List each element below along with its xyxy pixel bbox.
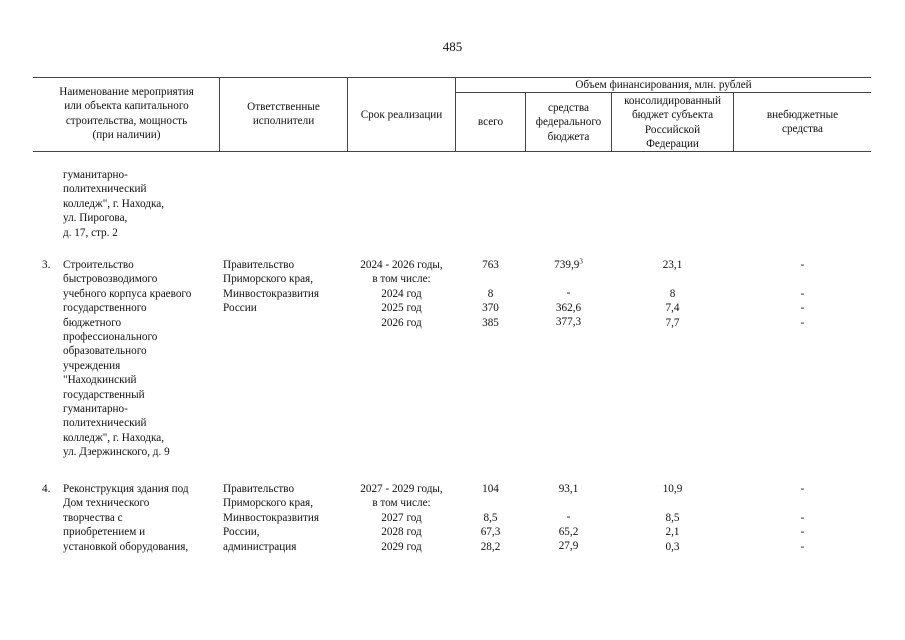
header-federal: средства федерального бюджета — [535, 102, 602, 143]
row-extrabudget: - - - - — [800, 483, 805, 553]
row-term: 2024 - 2026 годы, в том числе: 2024 год 2025 год 2026 год — [360, 259, 443, 329]
header-responsible: Ответственные исполнители — [247, 101, 320, 128]
header-financing-group: Объем финансирования, млн. рублей — [575, 79, 752, 91]
row-term: 2027 - 2029 годы, в том числе: 2027 год 2028 год 2029 год — [360, 483, 443, 553]
row-extrabudget: - - - - — [800, 259, 805, 329]
header-bottom-rule — [33, 151, 871, 152]
row-number: 3. — [42, 259, 51, 271]
page-number: 485 — [442, 39, 463, 54]
footnote-mark: 3 — [579, 257, 583, 266]
row-regional: 10,9 8,5 2,1 0,3 — [662, 483, 683, 553]
row-federal-years: - 65,2 27,9 — [558, 511, 579, 553]
row-total: 104 8,5 67,3 28,2 — [480, 483, 501, 553]
row-federal — [526, 258, 611, 272]
row-federal-years: - 362,6 377,3 — [555, 287, 582, 329]
row-federal-value: 93,1 — [558, 483, 579, 495]
row-federal-value: 739,9 — [554, 259, 580, 271]
row-regional: 23,1 8 7,4 7,7 — [662, 259, 683, 329]
header-regional: консолидированный бюджет субъекта Российской Федерации — [624, 95, 721, 151]
row-name: Реконструкция здания под Дом технического творчества с приобретением и установкой оборудования, — [63, 483, 189, 553]
header-name: Наименование мероприятия или объекта капитального строительства, мощность (при наличии) — [59, 86, 194, 142]
header-total: всего — [477, 116, 504, 128]
header-extrabudget: внебюджетные средства — [766, 109, 839, 136]
row-federal — [526, 482, 611, 496]
header-term: Срок реализации — [360, 109, 443, 121]
row-number: 4. — [42, 483, 51, 495]
row-total: 763 8 370 385 — [482, 259, 499, 329]
continuation-name: гуманитарно- политехнический колледж", г. Находка, ул. Пирогова, д. 17, стр. 2 — [63, 169, 165, 239]
row-responsible: Правительство Приморского края, Минвостокразвития России — [223, 259, 320, 315]
row-responsible: Правительство Приморского края, Минвостокразвития России, администрация — [223, 483, 320, 553]
row-name: Строительство быстровозводимого учебного корпуса краевого государственного бюджетного профессионального образовательного учреждения "Находкинский государственный гуманитарно- политехнический колледж", г. Находка, ул. Дзержинского, д. 9 — [63, 259, 192, 459]
